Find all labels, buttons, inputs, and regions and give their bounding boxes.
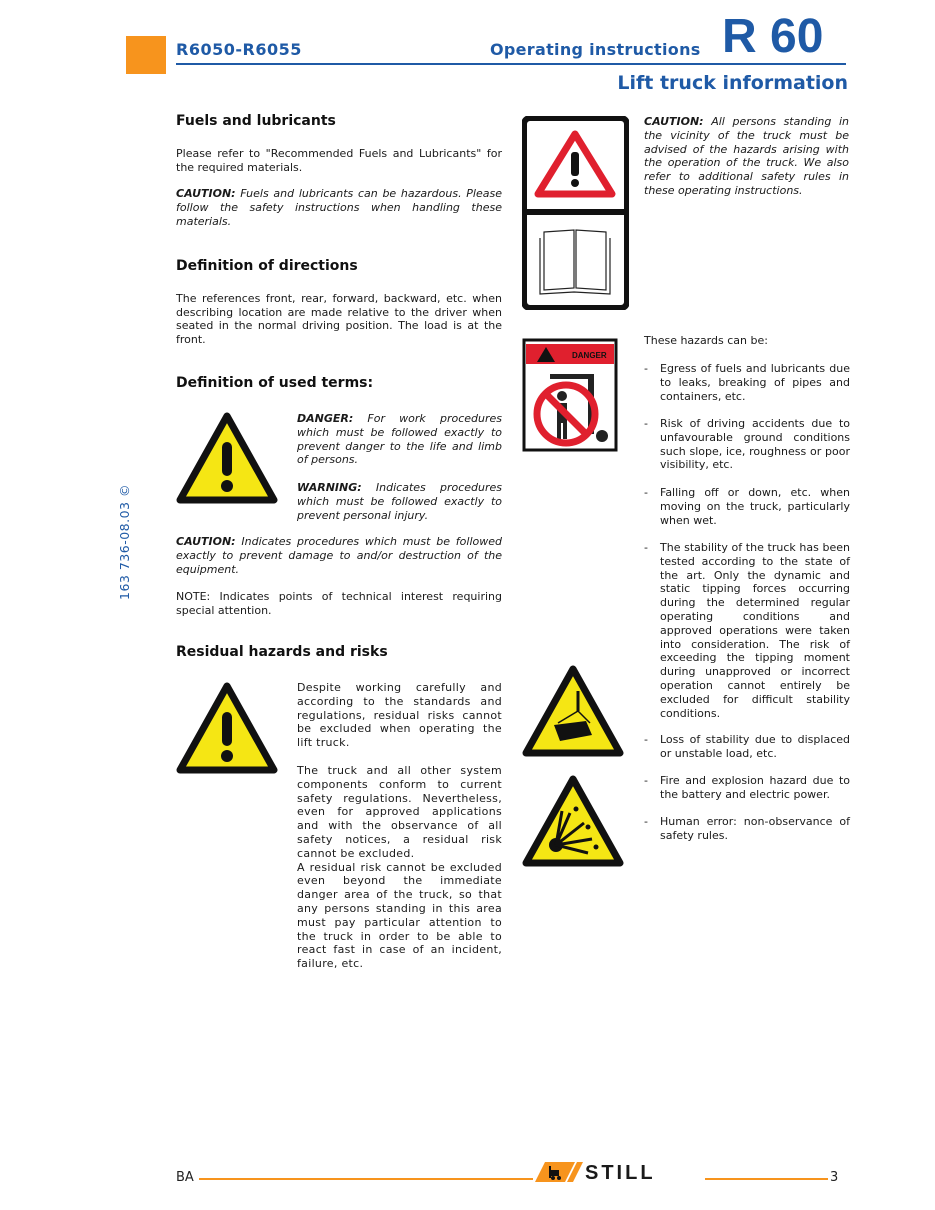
residual-paragraph-2: The truck and all other system components conform to current safety regulations. Nevertheless, even for approved applications and with the observance of all safety notices, a residual risk cannot be excluded. xyxy=(297,763,502,860)
hazard-text: Falling off or down, etc. when moving on the truck, particularly when wet. xyxy=(660,486,850,527)
heading-used-terms-wrap xyxy=(176,377,502,391)
hazard-text: Human error: non-observance of safety rules. xyxy=(660,815,850,842)
note-text: Indicates points of technical interest requiring special attention. xyxy=(176,590,502,618)
danger-text: For work procedures which must be followed exactly to prevent danger to the life and limb of persons. xyxy=(297,412,502,467)
model-series: R 60 xyxy=(722,10,824,63)
brand-color-block xyxy=(126,36,166,74)
danger-no-standing-sign-icon xyxy=(522,338,618,452)
fuels-caution xyxy=(176,187,502,228)
read-manual-sign-icon xyxy=(522,116,629,310)
list-dash: - xyxy=(644,486,648,499)
right-caution xyxy=(644,115,849,198)
section-directions xyxy=(176,260,502,347)
warning-text: Indicates procedures which must be followed exactly to prevent personal injury. xyxy=(297,481,502,522)
heading-residual-wrap xyxy=(176,646,502,660)
model-range: R6050-R6055 xyxy=(176,40,302,59)
note-label: NOTE: xyxy=(176,590,211,604)
heading-used-terms: Definition of used terms: xyxy=(176,375,374,391)
warning-triangle-icon xyxy=(176,682,278,774)
footer-rule-right xyxy=(705,1178,828,1180)
heading-directions: Definition of directions xyxy=(176,258,358,274)
caution-text: Indicates procedures which must be followed exactly to prevent damage to and/or destruction of the equipment. xyxy=(176,535,502,576)
list-dash: - xyxy=(644,417,648,430)
still-forklift-logo-icon xyxy=(535,1162,583,1182)
fuels-paragraph: Please refer to "Recommended Fuels and Lubricants" for the required materials. xyxy=(176,146,502,174)
term-caution-note xyxy=(176,535,502,618)
brand-wordmark: STILL xyxy=(585,1162,656,1184)
hazard-text: Fire and explosion hazard due to the battery and electric power. xyxy=(660,774,850,801)
danger-label: DANGER: xyxy=(297,412,354,425)
caution-label: CAUTION: xyxy=(176,535,236,548)
hazards-intro: These hazards can be: xyxy=(644,334,768,347)
hazard-text: Egress of fuels and lubricants due to leaks, breaking of pipes and containers, etc. xyxy=(660,362,850,403)
section-fuels xyxy=(176,115,502,229)
heading-residual-hazards: Residual hazards and risks xyxy=(176,644,388,660)
warning-triangle-icon xyxy=(176,412,278,504)
directions-paragraph: The references front, rear, forward, backward, etc. when describing location are made relative to the driver when seated in the normal driving position. The load is at the front. xyxy=(176,291,502,347)
caution-text: Fuels and lubricants can be hazardous. Please follow the safety instructions when handling these materials. xyxy=(176,187,502,228)
hazard-text: The stability of the truck has been tested according to the state of the art. Only the dynamic and static tipping forces occurring during the determined regular operating conditions and approved operations were taken into consideration. The risk of exceeding the tipping moment during unapproved or incorrect operation cannot entirely be excluded for difficult stability conditions. xyxy=(660,541,850,720)
footer-rule-left xyxy=(199,1178,533,1180)
residual-text xyxy=(297,681,502,971)
term-danger xyxy=(297,412,502,523)
heading-fuels: Fuels and lubricants xyxy=(176,113,336,129)
residual-paragraph-3: A residual risk cannot be excluded even beyond the immediate danger area of the truck, so that any persons standing in this area must pay particular attention to the truck in order to be able to react fast in case of an incident, failure, etc. xyxy=(297,860,502,971)
page-number: 3 xyxy=(830,1170,839,1185)
suspended-load-warning-icon xyxy=(522,665,624,757)
explosion-hazard-icon xyxy=(522,775,624,867)
danger-sign-label: DANGER xyxy=(572,351,607,360)
hazard-text: Risk of driving accidents due to unfavourable ground conditions such slope, ice, roughness or poor visibility, etc. xyxy=(660,417,850,472)
warning-label: WARNING: xyxy=(297,481,362,495)
hazard-text: Loss of stability due to displaced or unstable load, etc. xyxy=(660,733,850,760)
footer-doc-code: BA xyxy=(176,1170,194,1185)
section-title: Lift truck information xyxy=(617,72,848,94)
document-type: Operating instructions xyxy=(490,40,701,59)
document-reference: 163 736-08.03 © xyxy=(117,484,132,600)
residual-paragraph-1: Despite working carefully and according to the standards and regulations, residual risks cannot be excluded when operating the lift truck. xyxy=(297,681,502,750)
caution-label: CAUTION: xyxy=(176,187,236,201)
list-dash: - xyxy=(644,815,648,828)
caution-text: All persons standing in the vicinity of the truck must be advised of the hazards arising with the operation of the truck. We also refer to additional safety rules in these operating instructions. xyxy=(644,115,849,197)
list-dash: - xyxy=(644,362,648,375)
list-dash: - xyxy=(644,774,648,787)
list-dash: - xyxy=(644,733,648,746)
caution-label: CAUTION: xyxy=(644,115,704,128)
list-dash: - xyxy=(644,541,648,554)
